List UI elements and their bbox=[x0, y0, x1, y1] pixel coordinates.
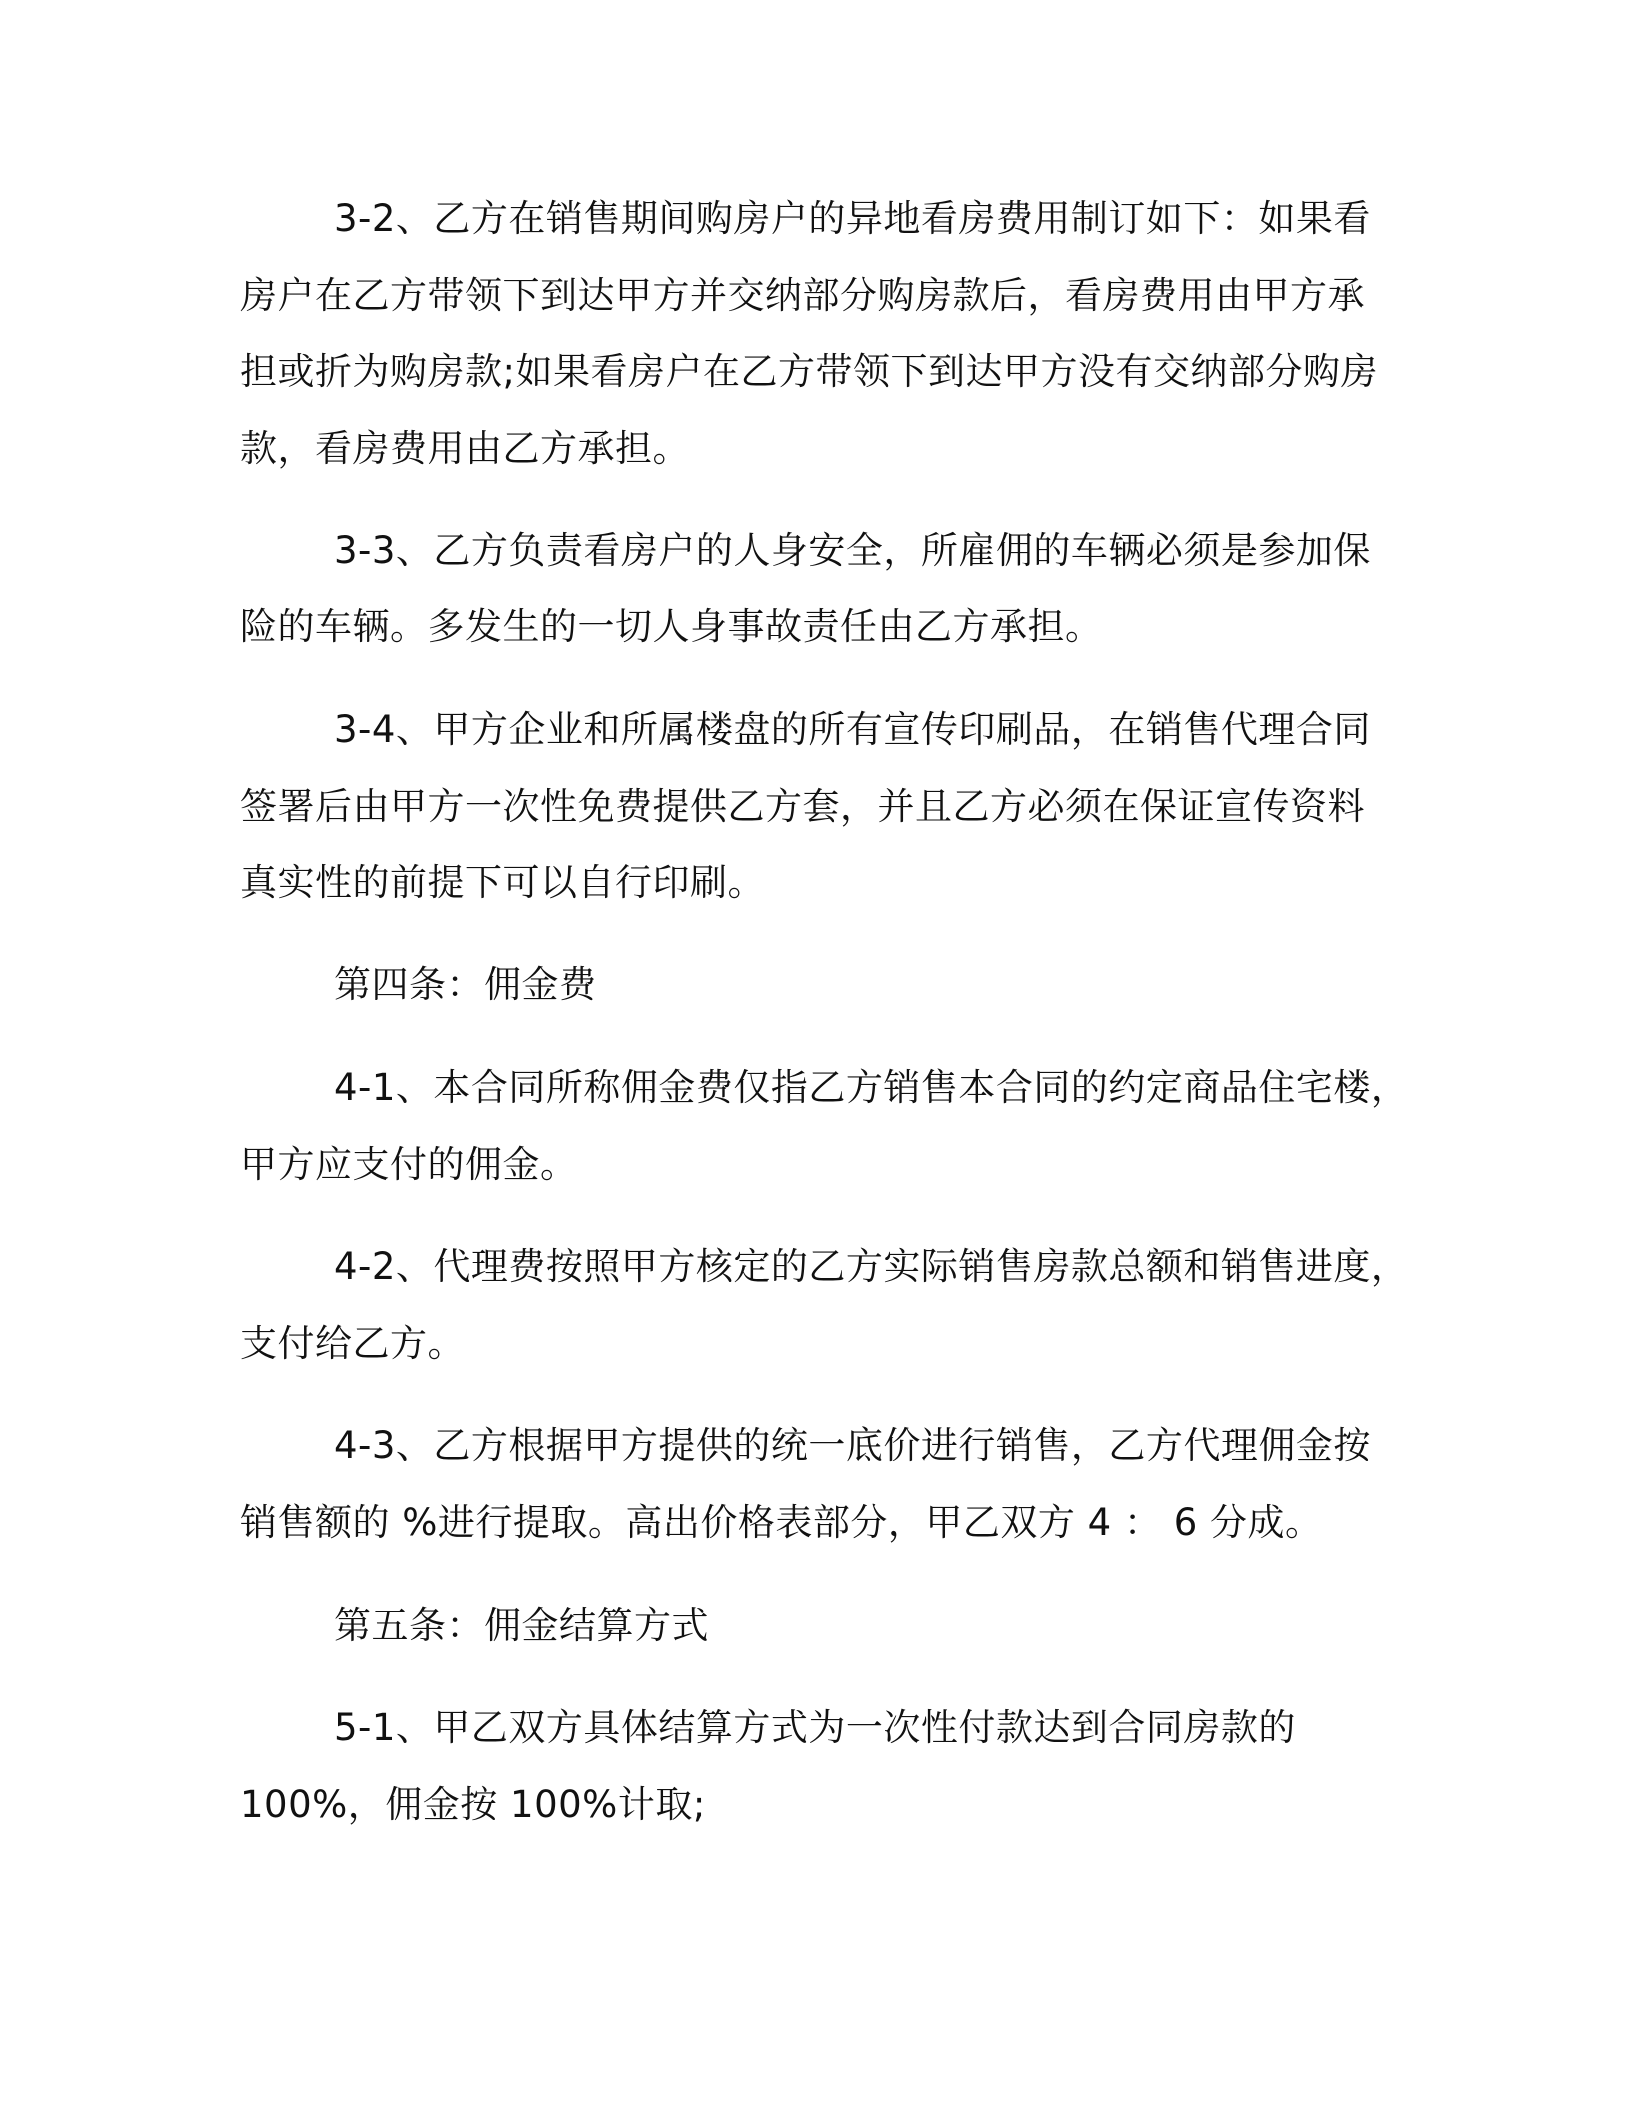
clause-3-4-line-1: 3-4、甲方企业和所属楼盘的所有宣传印刷品，在销售代理合同 bbox=[334, 708, 1371, 751]
clause-3-2-line-1: 3-2、乙方在销售期间购房户的异地看房费用制订如下：如果看 bbox=[334, 197, 1371, 240]
clause-5-1-line-1: 5-1、甲乙双方具体结算方式为一次性付款达到合同房款的 bbox=[334, 1706, 1296, 1749]
clause-3-2-line-3: 担或折为购房款;如果看房户在乙方带领下到达甲方没有交纳部分购房 bbox=[240, 350, 1378, 393]
clause-3-4-line-2: 签署后由甲方一次性免费提供乙方套，并且乙方必须在保证宣传资料 bbox=[240, 785, 1365, 828]
clause-3-2-line-2: 房户在乙方带领下到达甲方并交纳部分购房款后，看房费用由甲方承 bbox=[240, 274, 1365, 317]
clause-4-2-line-1: 4-2、代理费按照甲方核定的乙方实际销售房款总额和销售进度， bbox=[334, 1245, 1409, 1288]
article-4-heading: 第四条：佣金费 bbox=[334, 963, 597, 1006]
clause-5-1-line-2: 100%，佣金按 100%计取; bbox=[240, 1783, 706, 1826]
clause-3-3-line-1: 3-3、乙方负责看房户的人身安全，所雇佣的车辆必须是参加保 bbox=[334, 529, 1371, 572]
clause-4-1-line-2: 甲方应支付的佣金。 bbox=[240, 1143, 578, 1186]
clause-4-1-line-1: 4-1、本合同所称佣金费仅指乙方销售本合同的约定商品住宅楼， bbox=[334, 1066, 1409, 1109]
clause-4-3-line-1: 4-3、乙方根据甲方提供的统一底价进行销售，乙方代理佣金按 bbox=[334, 1424, 1371, 1467]
clause-3-3-line-2: 险的车辆。多发生的一切人身事故责任由乙方承担。 bbox=[240, 605, 1103, 648]
clause-4-3-line-2: 销售额的 %进行提取。高出价格表部分，甲乙双方 4 ： 6 分成。 bbox=[240, 1501, 1323, 1544]
clause-4-2-line-2: 支付给乙方。 bbox=[240, 1322, 465, 1365]
clause-3-4-line-3: 真实性的前提下可以自行印刷。 bbox=[240, 861, 765, 904]
clause-3-2-line-4: 款，看房费用由乙方承担。 bbox=[240, 427, 690, 470]
article-5-heading: 第五条：佣金结算方式 bbox=[334, 1604, 709, 1647]
